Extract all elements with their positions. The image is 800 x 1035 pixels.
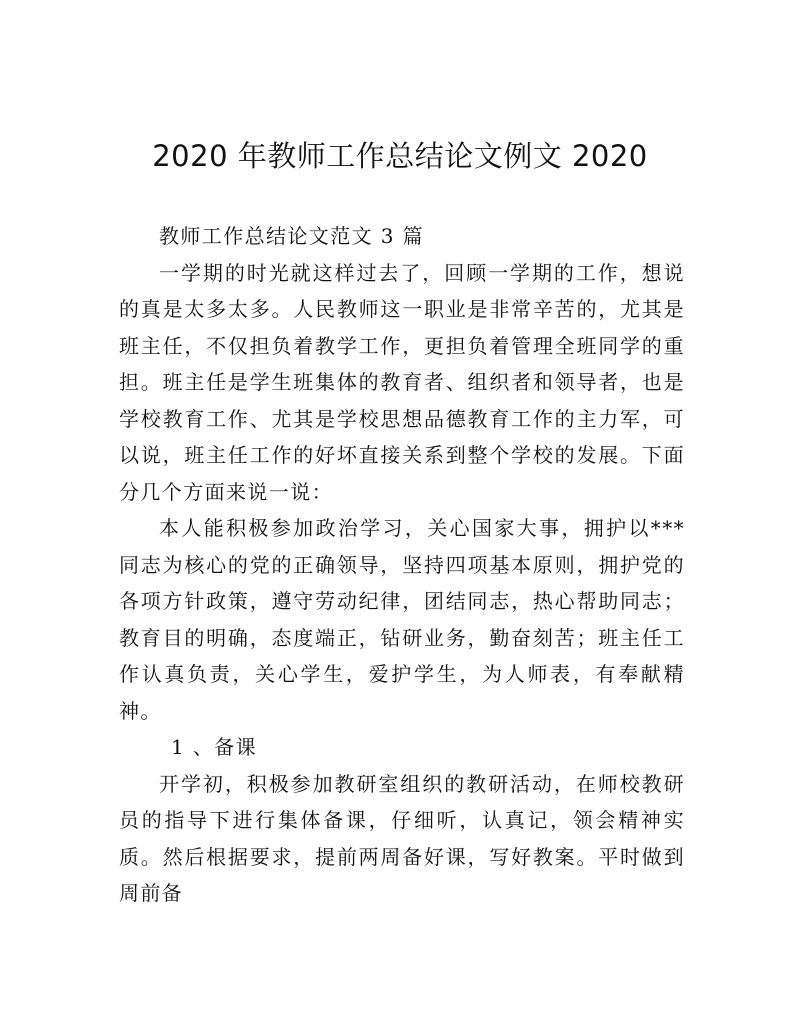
paragraph-political: 本人能积极参加政治学习，关心国家大事，拥护以***同志为核心的党的正确领导，坚持四项基本原则，拥护党的各项方针政策，遵守劳动纪律，团结同志，热心帮助同志；教育目的明确，态度端正，钻研业务，勤奋刻苦；班主任工作认真负责，关心学生，爱护学生，为人师表，有奉献精神。 <box>119 516 685 723</box>
paragraph-intro: 一学期的时光就这样过去了，回顾一学期的工作，想说的真是太多太多。人民教师这一职业是非常辛苦的，尤其是班主任，不仅担负着教学工作，更担负着管理全班同学的重担。班主任是学生班集体的教育者、组织者和领导者，也是学校教育工作、尤其是学校思想品德教育工作的主力军，可以说，班主任工作的好坏直接关系到整个学校的发展。下面分几个方面来说一说： <box>119 260 685 504</box>
section-heading-lesson-prep: 1 、备课 <box>171 735 258 759</box>
paragraph-lesson-prep: 开学初，积极参加教研室组织的教研活动，在师校教研员的指导下进行集体备课，仔细听，认真记，领会精神实质。然后根据要求，提前两周备好课，写好教案。平时做到周前备 <box>119 771 685 905</box>
paragraph-subtitle: 教师工作总结论文范文 3 篇 <box>159 224 425 248</box>
document-body <box>119 218 685 912</box>
document-title: 2020 年教师工作总结论文例文 2020 <box>152 139 648 173</box>
